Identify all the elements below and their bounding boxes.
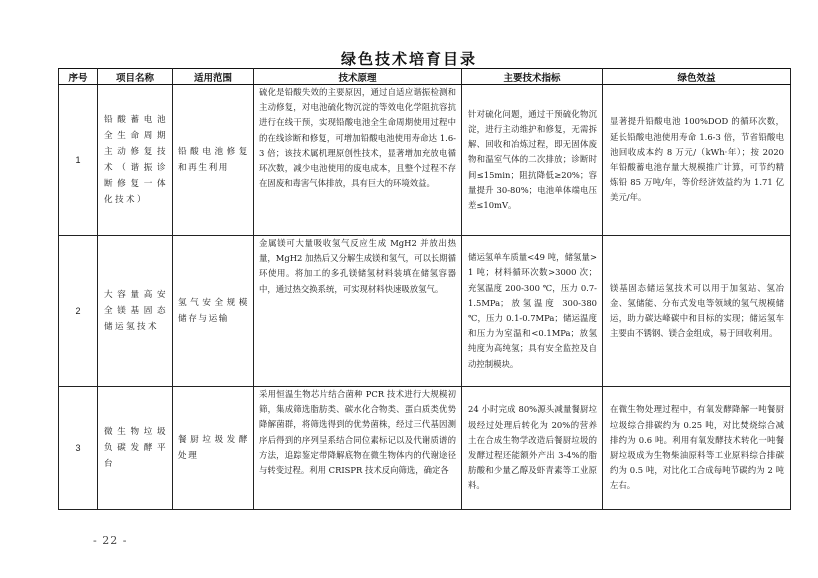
technical-metrics: 24 小时完成 80%源头减量餐厨垃圾经过处理后转化为 20%的营养土在合成生物学改造后餐厨垃圾的发酵过程还能额外产出 3-4%的脂肪酸和少量乙醇及虾青素等工业原料。 [462,387,603,510]
table-row [59,236,791,387]
row-index: 3 [59,387,98,510]
table-body [59,85,791,510]
technical-principle [254,387,462,510]
page-title: 绿色技术培育目录 [340,50,477,68]
row-index: 1 [59,85,98,236]
header-benefit: 绿色效益 [603,69,791,85]
green-tech-catalog-table [58,68,791,510]
header-index: 序号 [59,69,98,85]
technical-metrics: 针对硫化问题，通过干预硫化物沉淀，进行主动维护和修复，无需拆解、回收和冶炼过程，即无固体废物和温室气体的二次排放；诊断时间≤15min；阻抗降低≥20%；容量提升 30-80%；电池单体端电压差≤10mV。 [462,85,603,236]
header-project-name: 项目名称 [98,69,173,85]
header-row [59,69,791,85]
green-benefit: 在微生物处理过程中，有氧发酵降解一吨餐厨垃圾综合排碳约为 0.25 吨，对比焚烧综合减排约为 0.6 吨。利用有氧发酵技术转化一吨餐厨垃圾成为生物柴油原料等工业原料综合排碳约为 0.5 吨，对比化工合成每吨节碳约为 2 吨左右。 [603,387,791,510]
application-scope: 氢气安全规模储存与运输 [173,236,254,387]
technical-principle-text: 采用恒温生物芯片结合菌种 PCR 技术进行大规模初筛，集成筛选脂肪类、碳水化合物类、蛋白质类优势降解菌群，将筛选得到的优势菌株，经过三代基因测序后得到的序列呈系结合同位素标记以及代谢质谱的方法，追踪鉴定带降解底物在微生物体内的代谢途径与转变过程。利用 CRISPR 技术反向筛选，确定各 [259,389,456,476]
page-number: - 22 - [93,534,128,547]
technical-principle: 金属镁可大量吸收氢气反应生成 MgH2 并放出热量，MgH2 加热后又分解生成镁和氢气，可以长期循环使用。将加工的多孔镁储氢材料装填在储氢容器中，通过热交换系统，可实现材料快速吸放氢气。 [254,236,462,387]
application-scope: 餐厨垃圾发酵处理 [173,387,254,510]
green-benefit: 镁基固态储运氢技术可以用于加氢站、氢冶金、氢储能、分布式发电等领域的氢气规模储运，助力碳达峰碳中和目标的实现；储运氢车主要由不锈钢、镁合金组成，易于回收利用。 [603,236,791,387]
row-index: 2 [59,236,98,387]
technical-metrics: 储运氢单车质量<49 吨，储氢量>1 吨；材料循环次数>3000 次；充氢温度 200-300 ℃，压力 0.7-1.5MPa；放氢温度 300-380 ℃，压力 0.1-0.7MPa；储运温度和压力为室温和<0.1MPa；放氢纯度为高纯氢；具有安全监控及自动控制模块。 [462,236,603,387]
table-header [59,69,791,85]
project-name: 大容量高安全镁基固态储运氢技术 [98,236,173,387]
header-scope: 适用范围 [173,69,254,85]
table-row [59,85,791,236]
header-metrics: 主要技术指标 [462,69,603,85]
technical-principle: 硫化是铅酸失效的主要原因，通过自适应谐振检测和主动修复，对电池硫化物沉淀的等效电化学阻抗容抗进行在线干预，实现铅酸电池全生命周期使用过程中的在线诊断和修复，可增加铅酸电池使用寿命达 1.6-3 倍；该技术属机理原创性技术，显著增加充放电循环次数，减少电池使用的废电成本，且整个过程不存在固废和毒害气体排放，具有巨大的环境效益。 [254,85,462,236]
header-principle: 技术原理 [254,69,462,85]
green-benefit: 显著提升铅酸电池 100%DOD 的循环次数，延长铅酸电池使用寿命 1.6-3 倍，节省铅酸电池回收成本约 8 万元/（kWh·年）；按 2020 年铅酸蓄电池存量大规模推广计算，可节约精炼铅 85 万吨/年，等价经济效益约为 1.71 亿美元/年。 [603,85,791,236]
project-name: 微生物垃圾负碳发酵平台 [98,387,173,510]
project-name: 铅酸蓄电池全生命周期主动修复技术（谐振诊断修复一体化技术） [98,85,173,236]
application-scope: 铅酸电池修复和再生利用 [173,85,254,236]
table-row [59,387,791,510]
